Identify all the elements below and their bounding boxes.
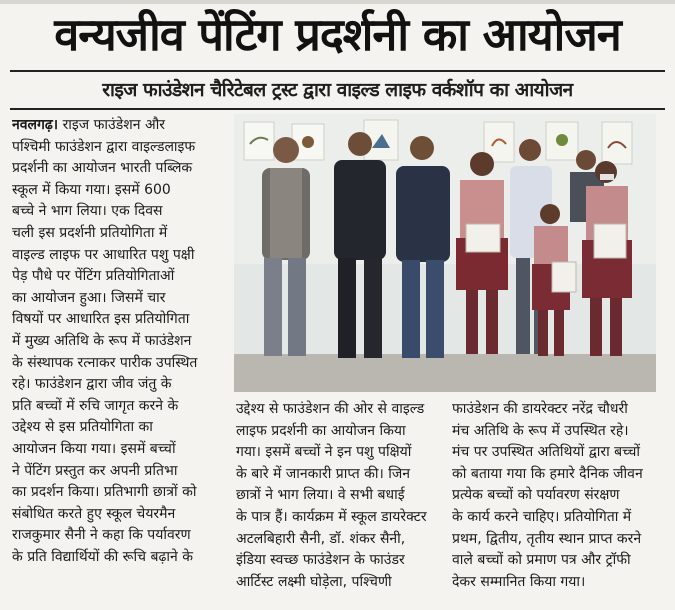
column-line: प्रथम, द्वितीय, तृतीय स्थान प्राप्त करने: [452, 530, 642, 547]
column-line: उद्देश्य से इस प्रतियोगिता का: [12, 419, 153, 436]
column-line: राजकुमार सैनी ने कहा कि पर्यावरण: [12, 527, 191, 544]
column-line: छात्रों ने भाग लिया। वे सभी बधाई: [236, 487, 405, 504]
column-line: प्रदर्शनी का आयोजन भारती पब्लिक: [12, 160, 193, 177]
event-photo: [234, 114, 656, 392]
column-line: गया। इसमें बच्चों ने इन पशु पक्षियों: [236, 444, 412, 461]
column-line: चली इस प्रदर्शनी प्रतियोगिता में: [12, 224, 168, 241]
column-line: अटलबिहारी सैनी, डॉ. शंकर सैनी,: [236, 530, 406, 547]
column-line: ने पेंटिंग प्रस्तुत कर अपनी प्रतिभा: [12, 462, 178, 479]
column-line: के बारे में जानकारी प्राप्त की। जिन: [236, 465, 411, 482]
column-line: वाले बच्चों को प्रमाण पत्र और ट्रॉफी: [452, 552, 631, 569]
column-line: वाइल्ड लाइफ पर आधारित पशु पक्षी: [12, 246, 195, 263]
photo-illustration: [234, 114, 656, 392]
column-line: का प्रदर्शन किया। प्रतिभागी छात्रों को: [12, 484, 197, 501]
column-line: [12, 115, 225, 137]
article-column-3: [452, 399, 663, 593]
column-line: आयोजन किया गया। इसमें बच्चों: [12, 440, 176, 457]
column-line: के संस्थापक रत्नाकर पारीक उपस्थित: [12, 354, 198, 371]
headline: वन्यजीव पेंटिंग प्रदर्शनी का आयोजन: [54, 8, 621, 61]
column-line: के प्रति विद्यार्थियों की रूचि बढ़ाने के: [12, 548, 193, 565]
article-column-2: [236, 399, 440, 593]
column-line: मंच पर उपस्थित अतिथियों द्वारा बच्चों: [452, 444, 640, 461]
column-line: स्कूल में किया गया। इसमें 600: [12, 181, 171, 198]
column-line: मंच अतिथि के रूप में उपस्थित रहे।: [452, 422, 629, 439]
article-column-1: [12, 115, 225, 568]
subheadline: राइज फाउंडेशन चैरिटेबल ट्रस्ट द्वारा वाइल्ड लाइफ वर्कशॉप का आयोजन: [10, 70, 665, 110]
column-line: आर्टिस्ट लक्ष्मी घोड़ेला, पश्चिणी: [236, 573, 392, 590]
column-line: का आयोजन हुआ। जिसमें चार: [12, 289, 166, 306]
column-line: लाइफ प्रदर्शनी का आयोजन किया: [236, 422, 406, 439]
column-line: उद्देश्य से फाउंडेशन की ओर से वाइल्ड: [236, 401, 425, 417]
column-line: में मुख्य अतिथि के रूप में फाउंडेशन: [12, 332, 192, 349]
column-line: इंडिया स्वच्छ फाउंडेशन के फाउंडर: [236, 552, 405, 569]
dateline: नवलगढ़।: [12, 117, 59, 133]
column-line: संबोधित करते हुए स्कूल चेयरमैन: [12, 505, 176, 522]
column-line: प्रत्येक बच्चों को पर्यावरण संरक्षण: [452, 487, 620, 504]
column-line: के पात्र हैं। कार्यक्रम में स्कूल डायरेक्टर: [236, 508, 427, 525]
column-line: को बताया गया कि हमारे दैनिक जीवन: [452, 465, 643, 482]
column-line: पेड़ पौधे पर पेंटिंग प्रतियोगिताओं: [12, 268, 175, 285]
column-line: प्रति बच्चों में रुचि जागृत करने के: [12, 397, 179, 414]
column-line: विषयों पर आधारित इस प्रतियोगिता: [12, 311, 190, 328]
column-line: फाउंडेशन की डायरेक्टर नरेंद्र चौधरी: [452, 401, 628, 417]
column-line: रहे। फाउंडेशन द्वारा जीव जंतु के: [12, 376, 172, 393]
column-line: के कार्य करने चाहिए। प्रतियोगिता में: [452, 508, 632, 525]
column-line: पश्चिमी फाउंडेशन द्वारा वाइल्डलाइफ: [12, 138, 196, 155]
column-line: देकर सम्मानित किया गया।: [452, 573, 586, 590]
column-line: बच्चे ने भाग लिया। एक दिवस: [12, 203, 163, 220]
column-text: राइज फाउंडेशन और: [62, 117, 166, 133]
